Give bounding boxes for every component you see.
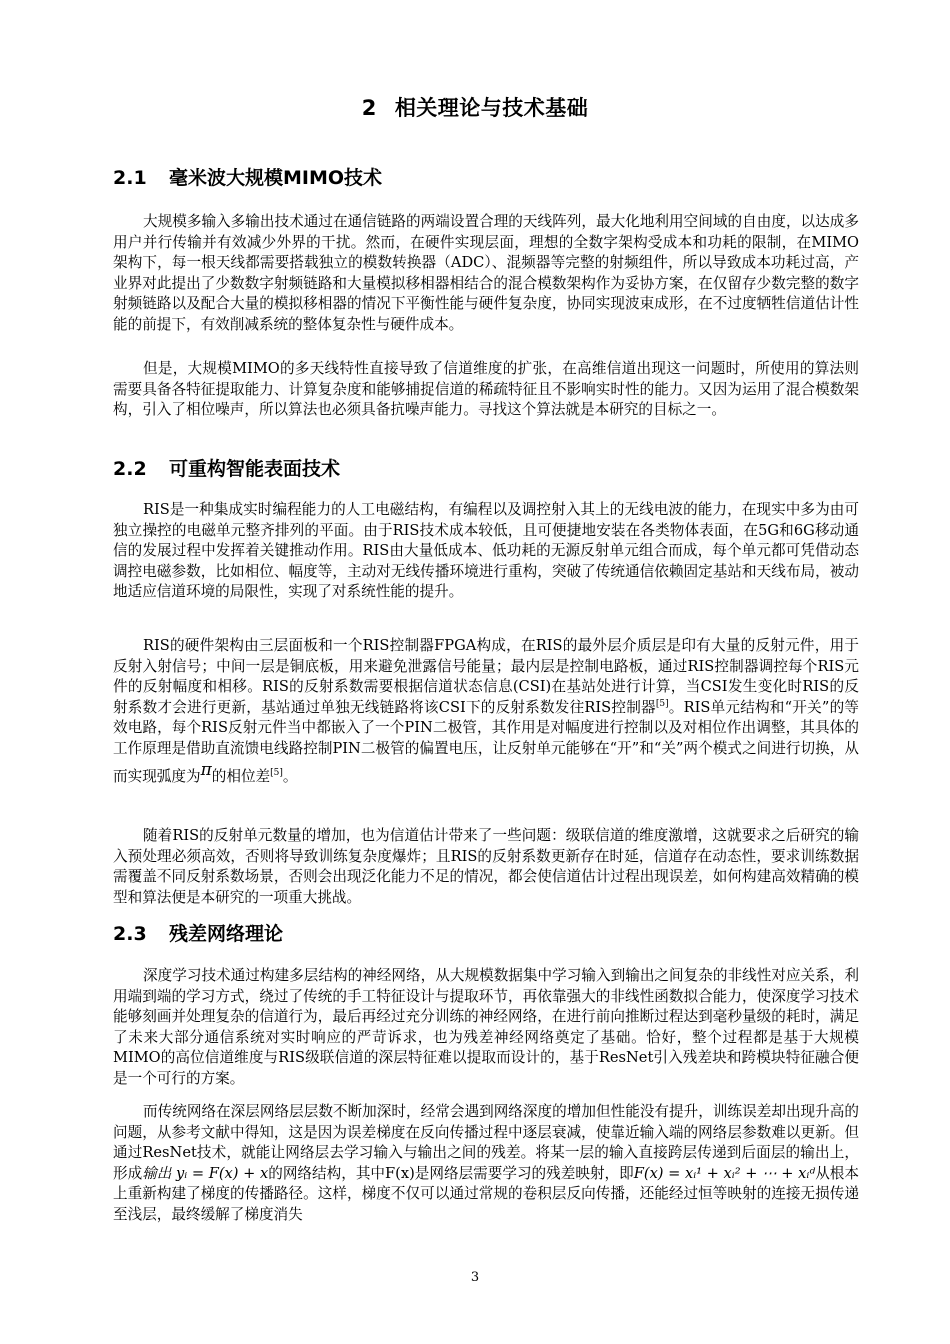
formula-output: 输出 yᵢ = F(x) + x bbox=[142, 1164, 269, 1182]
chapter-title-text: 相关理论与技术基础 bbox=[394, 96, 589, 120]
section-heading-2-2 bbox=[113, 454, 340, 481]
section-title: 可重构智能表面技术 bbox=[169, 458, 341, 480]
section-number: 2.2 bbox=[113, 458, 147, 480]
paragraph: 深度学习技术通过构建多层结构的神经网络，从大规模数据集中学习输入到输出之间复杂的非线性对应关系，利用端到端的学习方式，绕过了传统的手工特征设计与提取环节，再依靠强大的非线性函数拟合能力，使深度学习技术能够刻画并处理复杂的信道行为，最后再经过充分训练的神经网络，在进行前向推断过程达到毫秒量级的耗时，满足了未来大部分通信系统对实时响应的严苛诉求，也为残差神经网络奠定了基础。恰好，整个过程都是基于大规模MIMO的高位信道维度与RIS级联信道的深层特征难以提取而设计的，基于ResNet引入残差块和跨模块特征融合便是一个可行的方案。 bbox=[113, 967, 859, 1087]
pi-symbol: π bbox=[200, 759, 212, 780]
paragraph-ris-hardware: RIS的硬件架构由三层面板和一个RIS控制器FPGA构成，在RIS的最外层介质层是印有大量的反射元件，用于反射入射信号；中间一层是铜底板，用来避免泄露信号能量；最内层是控制电路板，通过RIS控制器调控每个RIS元件的反射幅度和相移。RIS的反射系数需要根据信道状态信息(CSI)在基站处进行计算，当CSI发生变化时RIS的反射系数才会进行更新，基站通过单独无线链路将该CSI下的反射系数发往RIS控制器[5]。RIS单元结构和“开关”的等效电路，每个RIS反射元件当中都嵌入了一个PIN二极管，其作用是对幅度进行控制以及对相位作出调整，其具体的工作原理是借助直流馈电线路控制PIN二极管的偏置电压，让反射单元能够在“开”和“关”两个模式之间进行切换，从而实现弧度为π的相位差[5]。 bbox=[113, 637, 859, 785]
citation: [5] bbox=[655, 698, 669, 709]
paragraph: RIS是一种集成实时编程能力的人工电磁结构，有编程以及调控射入其上的无线电波的能力，在现实中多为由可独立操控的电磁单元整齐排列的平面。由于RIS技术成本较低，且可便捷地安装在各类物体表面，在5G和6G移动通信的发展过程中发挥着关键推动作用。RIS由大量低成本、低功耗的无源反射单元组合而成，每个单元都可凭借动态调控电磁参数，比如相位、幅度等，主动对无线传播环境进行重构，突破了传统通信依赖固定基站和天线布局，被动地适应信道环境的局限性，实现了对系统性能的提升。 bbox=[113, 501, 859, 601]
section-number: 2.3 bbox=[113, 923, 147, 945]
chapter-number: 2 bbox=[361, 96, 377, 120]
section-heading-2-1 bbox=[113, 163, 382, 190]
page-number: 3 bbox=[470, 1270, 480, 1285]
section-heading-2-3 bbox=[113, 919, 283, 946]
section-number: 2.1 bbox=[113, 167, 147, 189]
paragraph: 随着RIS的反射单元数量的增加，也为信道估计带来了一些问题：级联信道的维度激增，这就要求之后研究的输入预处理必须高效，否则将导致训练复杂度爆炸；且RIS的反射系数更新存在时延，信道存在动态性，要求训练数据需覆盖不同反射系数场景，否则会出现泛化能力不足的情况，都会使信道估计过程出现误差，如何构建高效精确的模型和算法便是本研究的一项重大挑战。 bbox=[113, 827, 859, 906]
citation: [5] bbox=[270, 767, 283, 778]
paragraph: 大规模多输入多输出技术通过在通信链路的两端设置合理的天线阵列，最大化地利用空间域的自由度，以达成多用户并行传输并有效减少外界的干扰。然而，在硬件实现层面，理想的全数字架构受成本和功耗的限制，在MIMO架构下，每一根天线都需要搭载独立的模数转换器（ADC）、混频器等完整的射频组件，所以导致成本功耗过高，产业界对此提出了少数数字射频链路和大量模拟移相器相结合的混合模数架构作为妥协方案，在仅留存少数完整的数字射频链路以及配合大量的模拟移相器的情况下平衡性能与硬件复杂度，协同实现波束成形，在不过度牺牲信道估计性能的前提下，有效削减系统的整体复杂性与硬件成本。 bbox=[113, 213, 859, 333]
chapter-title bbox=[0, 92, 950, 122]
paragraph: 但是，大规模MIMO的多天线特性直接导致了信道维度的扩张，在高维信道出现这一问题时，所使用的算法则需要具备各特征提取能力、计算复杂度和能够捕捉信道的稀疏特征且不影响实时性的能力。又因为运用了混合模数架构，引入了相位噪声，所以算法也必须具备抗噪声能力。寻找这个算法就是本研究的目标之一。 bbox=[113, 360, 859, 419]
section-title: 残差网络理论 bbox=[169, 923, 284, 945]
section-title: 毫米波大规模MIMO技术 bbox=[169, 167, 383, 189]
paragraph-resnet: 而传统网络在深层网络层层数不断加深时，经常会遇到网络深度的增加但性能没有提升，训练误差却出现升高的问题，从参考文献中得知，这是因为误差梯度在反向传播过程中逐层衰减，使靠近输入端的网络层参数难以更新。但通过ResNet技术，就能让网络层去学习输入与输出之间的残差。将某一层的输入直接跨层传递到后面层的输出上，形成输出 yᵢ = F(x) + x的网络结构，其中F(x)是网络层需要学习的残差映射，即F(x) = xᵢ¹ + xᵢ² + ⋯ + xᵢᵈ从根本上重新构建了梯度的传播路径。这样，梯度不仅可以通过常规的卷积层反向传播，还能经过恒等映射的连接无损传递至浅层，最终缓解了梯度消失 bbox=[113, 1103, 859, 1223]
formula-residual: F(x) = xᵢ¹ + xᵢ² + ⋯ + xᵢᵈ bbox=[633, 1164, 816, 1182]
